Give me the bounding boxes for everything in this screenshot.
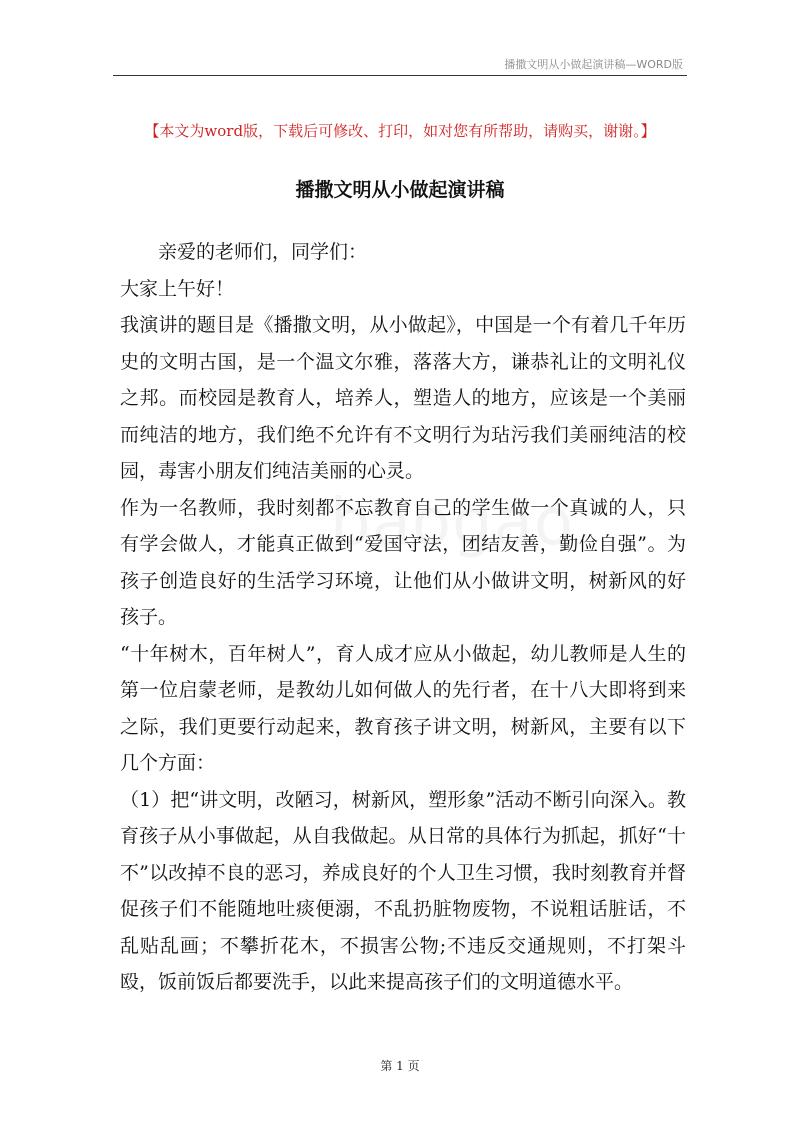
body-paragraph: “十年树木，百年树人”，育人成才应从小做起，幼儿教师是人生的第一位启蒙老师，是教幼儿如何做人的先行者，在十八大即将到来之际，我们更要行动起来，教育孩子讲文明，树新风，主要有以下几个方面：	[120, 642, 686, 774]
download-notice: 【本文为word版，下载后可修改、打印，如对您有所帮助，请购买，谢谢。】	[144, 122, 656, 140]
page-number: 第 1 页	[380, 1059, 420, 1073]
header-title: 播撒文明从小做起演讲稿—WORD版	[504, 58, 683, 71]
header-divider	[113, 75, 687, 76]
watermark-logo	[330, 486, 574, 560]
document-title: 播撒文明从小做起演讲稿	[295, 179, 505, 201]
body-paragraph: 大家上午好！	[120, 277, 235, 300]
greeting-paragraph: 亲爱的老师们，同学们：	[158, 241, 368, 263]
document-body	[120, 234, 686, 1001]
body-paragraph: 我演讲的题目是《播撒文明，从小做起》，中国是一个有着几千年历史的文明古国，是一个温文尔雅，落落大方，谦恭礼让的文明礼仪之邦。而校园是教育人，培养人，塑造人的地方，应该是一个美丽而纯洁的地方，我们绝不允许有不文明行为玷污我们美丽纯洁的校园，毒害小朋友们纯洁美丽的心灵。	[120, 314, 686, 482]
body-paragraph: 作为一名教师，我时刻都不忘教育自己的学生做一个真诚的人，只有学会做人，才能真正做到“爱国守法，团结友善，勤俭自强”。为孩子创造良好的生活学习环境，让他们从小做讲文明，树新风的好孩子。	[120, 496, 686, 628]
body-paragraph: （1）把“讲文明，改陋习，树新风，塑形象”活动不断引向深入。教育孩子从小事做起，从自我做起。从日常的具体行为抓起，抓好“十不”以改掉不良的恶习，养成良好的个人卫生习惯，我时刻教育并督促孩子们不能随地吐痰便溺，不乱扔脏物废物，不说粗话脏话，不乱贴乱画；不攀折花木，不损害公物;不违反交通规则，不打架斗殴，饭前饭后都要洗手，以此来提高孩子们的文明道德水平。	[120, 788, 686, 993]
